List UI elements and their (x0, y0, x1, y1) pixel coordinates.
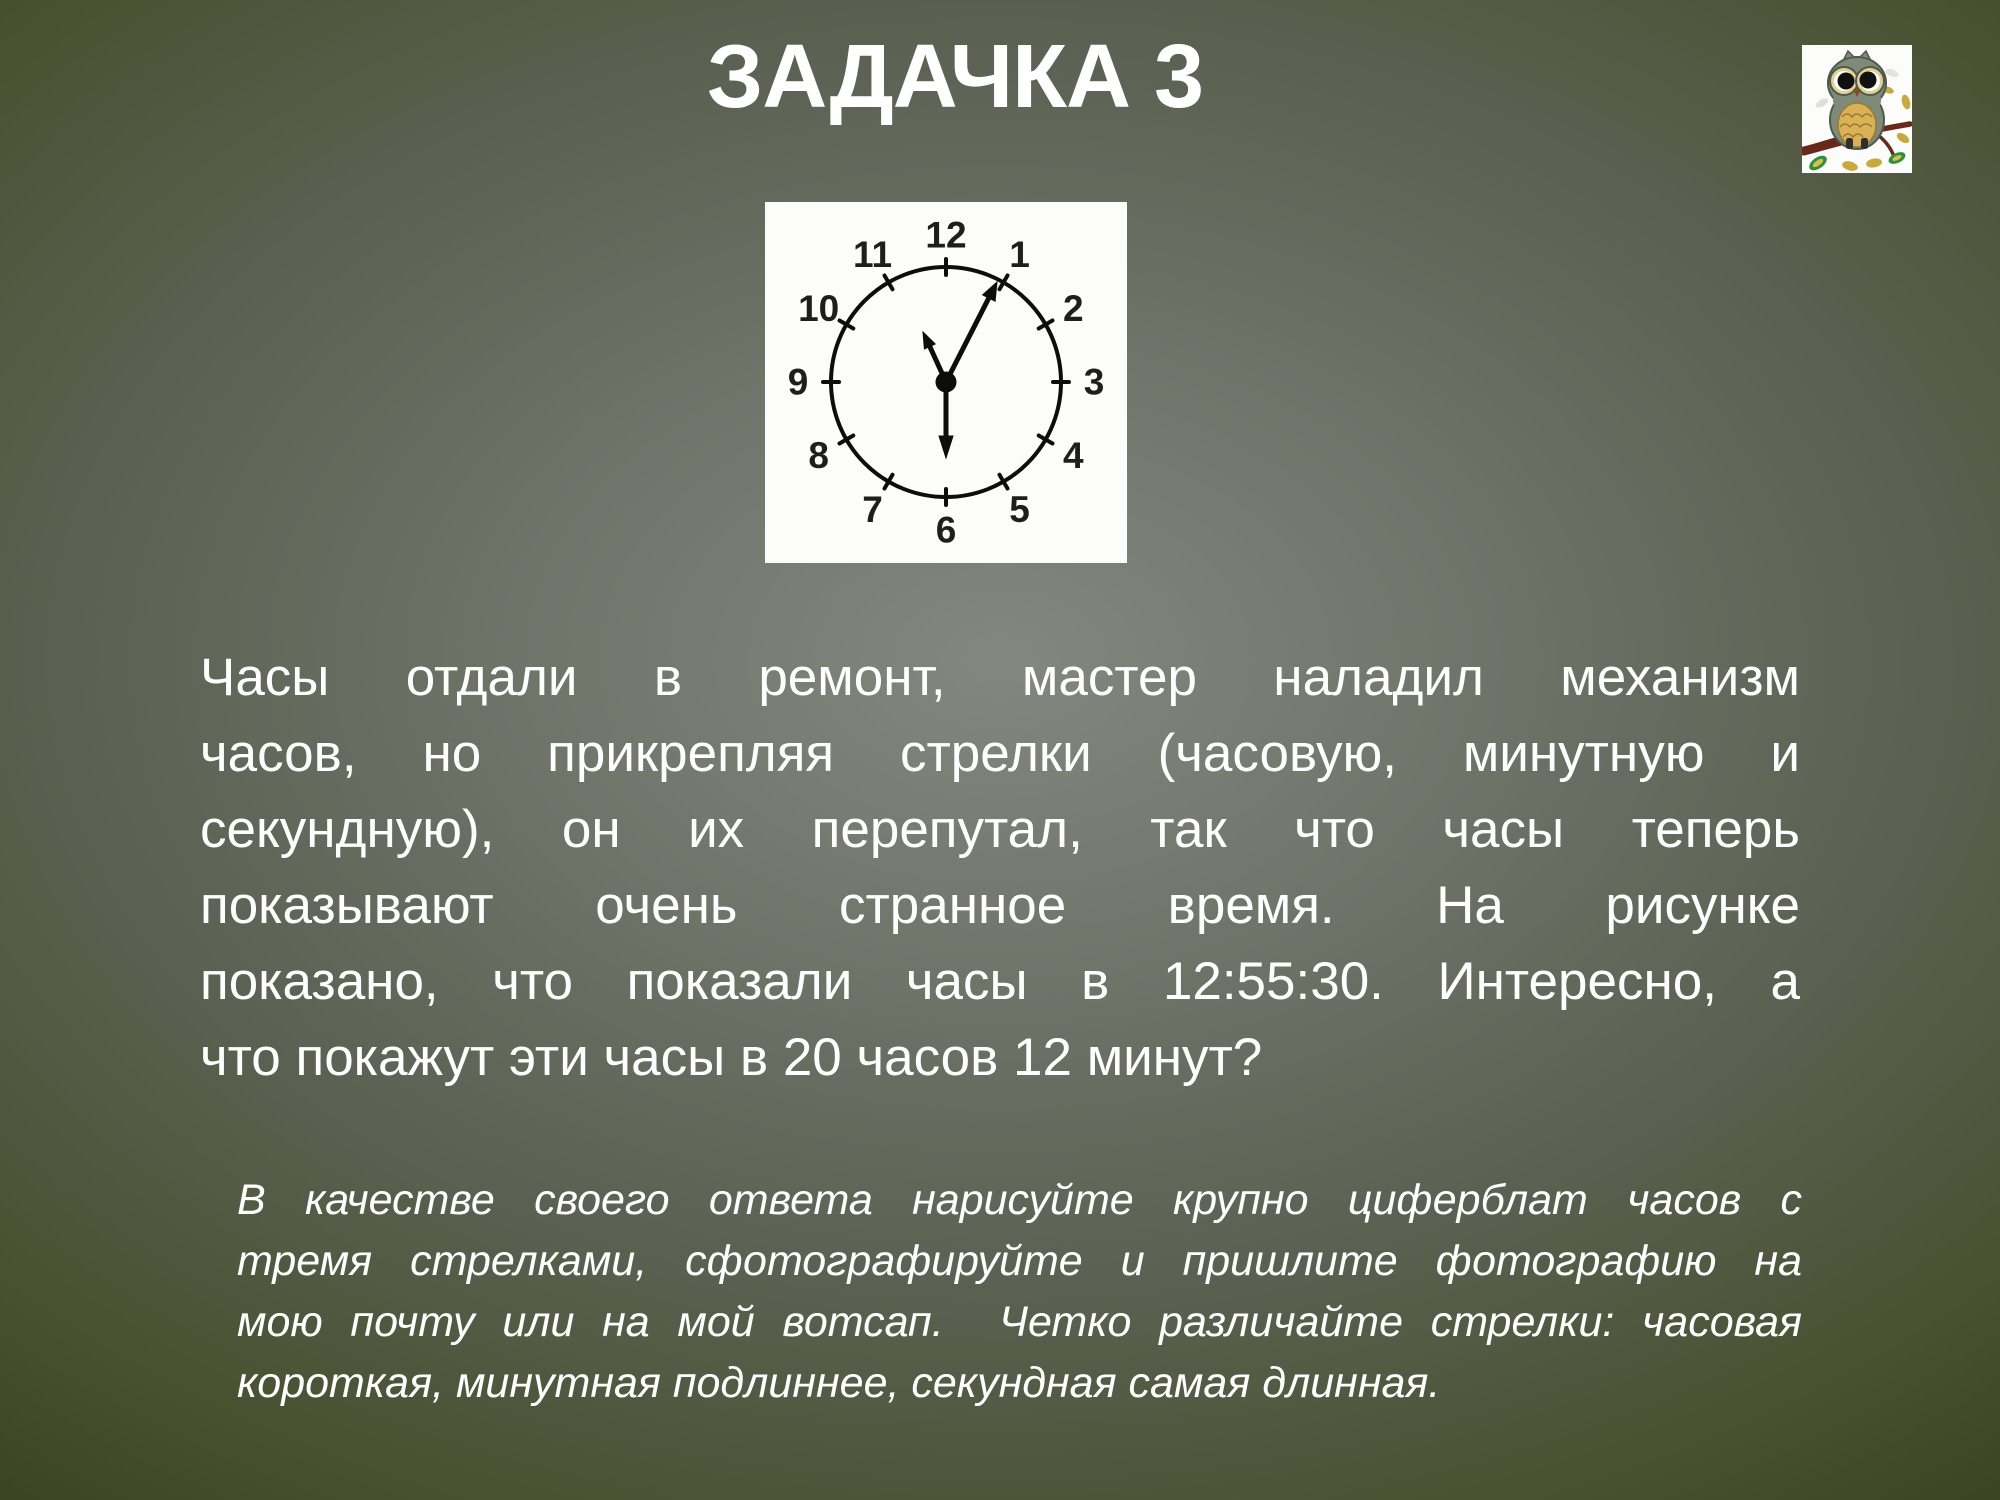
clock-number-12: 12 (925, 214, 967, 256)
instruction-line: В качестве своего ответа нарисуйте крупно циферблат часов с (237, 1176, 1802, 1224)
problem-line: часов, но прикрепляя стрелки (часовую, минутную и (200, 724, 1800, 783)
problem-line: Часы отдали в ремонт, мастер наладил механизм (200, 648, 1800, 707)
instruction-paragraph (237, 1170, 1802, 1414)
clock-face (765, 202, 1127, 563)
problem-line: что покажут эти часы в 20 часов 12 минут? (200, 1028, 1263, 1087)
clock-number-2: 2 (1063, 288, 1084, 329)
problem-line: показано, что показали часы в 12:55:30. Интересно, а (200, 952, 1800, 1011)
clock-number-11: 11 (852, 234, 893, 276)
clock-number-7: 7 (862, 488, 883, 530)
owl-illustration (1802, 45, 1912, 173)
clock-number-6: 6 (935, 509, 957, 551)
clock-number-3: 3 (1083, 361, 1105, 403)
problem-line: секундную), он их перепутал, так что часы теперь (200, 800, 1800, 859)
clock-number-9: 9 (787, 361, 809, 403)
clock-number-4: 4 (1063, 435, 1084, 476)
clock-number-1: 1 (1009, 234, 1030, 276)
clock-number-8: 8 (808, 435, 829, 476)
instruction-line: мою почту или на мой вотсап. Четко различайте стрелки: часовая (237, 1298, 1802, 1346)
clock-number-5: 5 (1009, 488, 1030, 530)
problem-paragraph (200, 640, 1800, 1096)
slide-title: ЗАДАЧКА 3 (706, 27, 1204, 127)
owl-icon (1802, 45, 1912, 173)
clock-figure (765, 202, 1127, 563)
clock-center-dot (938, 374, 954, 390)
problem-line: показывают очень странное время. На рисунке (200, 876, 1800, 935)
instruction-line: короткая, минутная подлиннее, секундная самая длинная. (237, 1359, 1441, 1407)
clock-number-10: 10 (798, 288, 840, 329)
instruction-line: тремя стрелками, сфотографируйте и пришлите фотографию на (237, 1237, 1802, 1285)
